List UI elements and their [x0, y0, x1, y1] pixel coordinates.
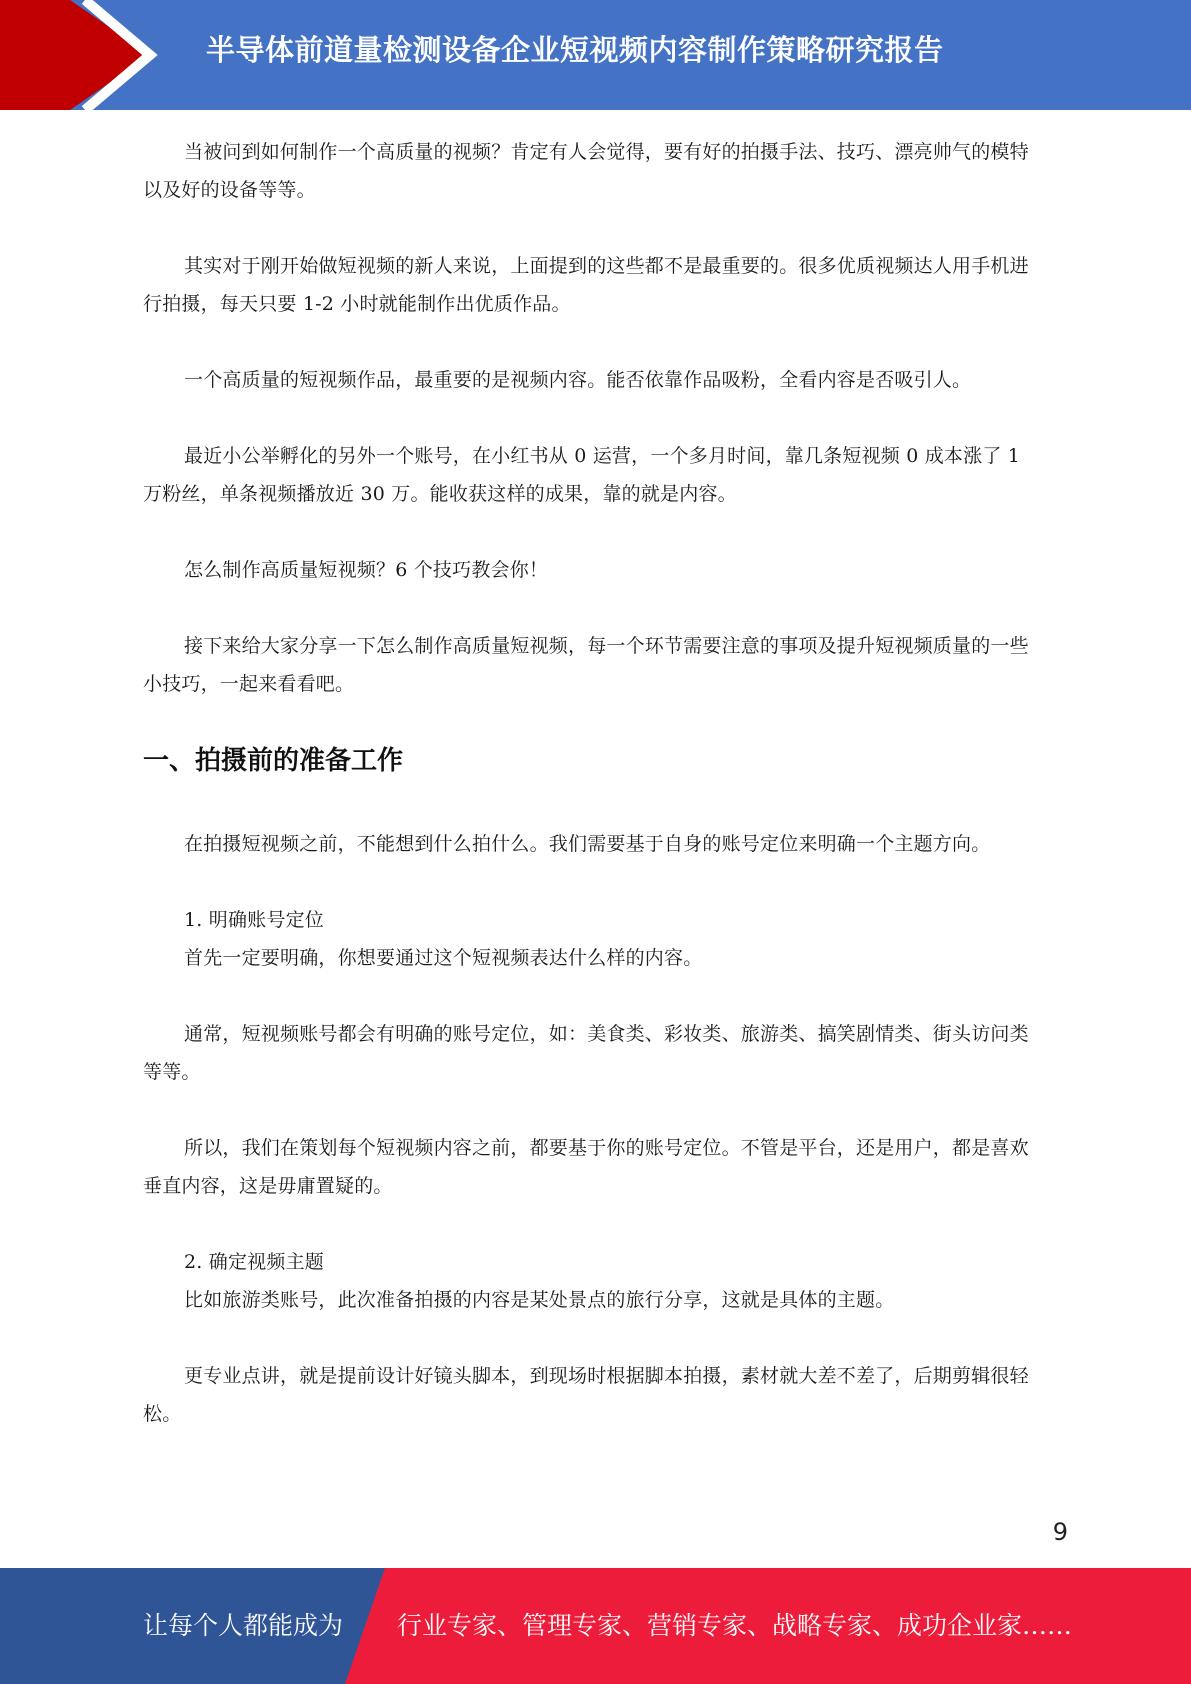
- page-number: 9: [1052, 1518, 1068, 1546]
- paragraph: 其实对于刚开始做短视频的新人来说，上面提到的这些都不是最重要的。很多优质视频达人用手机进行拍摄，每天只要 1-2 小时就能制作出优质作品。: [143, 255, 1029, 315]
- paragraph: 一个高质量的短视频作品，最重要的是视频内容。能否依靠作品吸粉，全看内容是否吸引人。: [184, 369, 972, 391]
- footer-slogan-left: 让每个人都能成为: [143, 1611, 344, 1640]
- paragraph: 首先一定要明确，你想要通过这个短视频表达什么样的内容。: [184, 947, 703, 969]
- page-footer: [0, 1568, 1191, 1684]
- list-item-title: 1. 明确账号定位: [184, 909, 324, 931]
- paragraph: 当被问到如何制作一个高质量的视频？肯定有人会觉得，要有好的拍摄手法、技巧、漂亮帅气的模特以及好的设备等等。: [143, 141, 1029, 201]
- paragraph: 接下来给大家分享一下怎么制作高质量短视频，每一个环节需要注意的事项及提升短视频质量的一些小技巧，一起来看看吧。: [143, 635, 1029, 695]
- document-body: [143, 133, 1045, 1433]
- section-heading: 一、拍摄前的准备工作: [143, 746, 404, 776]
- paragraph: 怎么制作高质量短视频？6 个技巧教会你！: [184, 559, 549, 581]
- paragraph: 在拍摄短视频之前，不能想到什么拍什么。我们需要基于自身的账号定位来明确一个主题方向。: [184, 833, 991, 855]
- paragraph: 所以，我们在策划每个短视频内容之前，都要基于你的账号定位。不管是平台，还是用户，都是喜欢垂直内容，这是毋庸置疑的。: [143, 1137, 1029, 1197]
- paragraph: 最近小公举孵化的另外一个账号，在小红书从 0 运营，一个多月时间，靠几条短视频 0 成本涨了 1 万粉丝，单条视频播放近 30 万。能收获这样的成果，靠的就是内容。: [143, 445, 1021, 505]
- footer-slogan-right: 行业专家、管理专家、营销专家、战略专家、成功企业家……: [397, 1611, 1073, 1640]
- paragraph: 更专业点讲，就是提前设计好镜头脚本，到现场时根据脚本拍摄，素材就大差不差了，后期剪辑很轻松。: [143, 1365, 1029, 1425]
- report-title: 半导体前道量检测设备企业短视频内容制作策略研究报告: [206, 33, 944, 67]
- list-item-title: 2. 确定视频主题: [184, 1251, 324, 1273]
- paragraph: 比如旅游类账号，此次准备拍摄的内容是某处景点的旅行分享，这就是具体的主题。: [184, 1289, 895, 1311]
- page-header: [0, 0, 1191, 110]
- paragraph: 通常，短视频账号都会有明确的账号定位，如：美食类、彩妆类、旅游类、搞笑剧情类、街头访问类等等。: [143, 1023, 1029, 1083]
